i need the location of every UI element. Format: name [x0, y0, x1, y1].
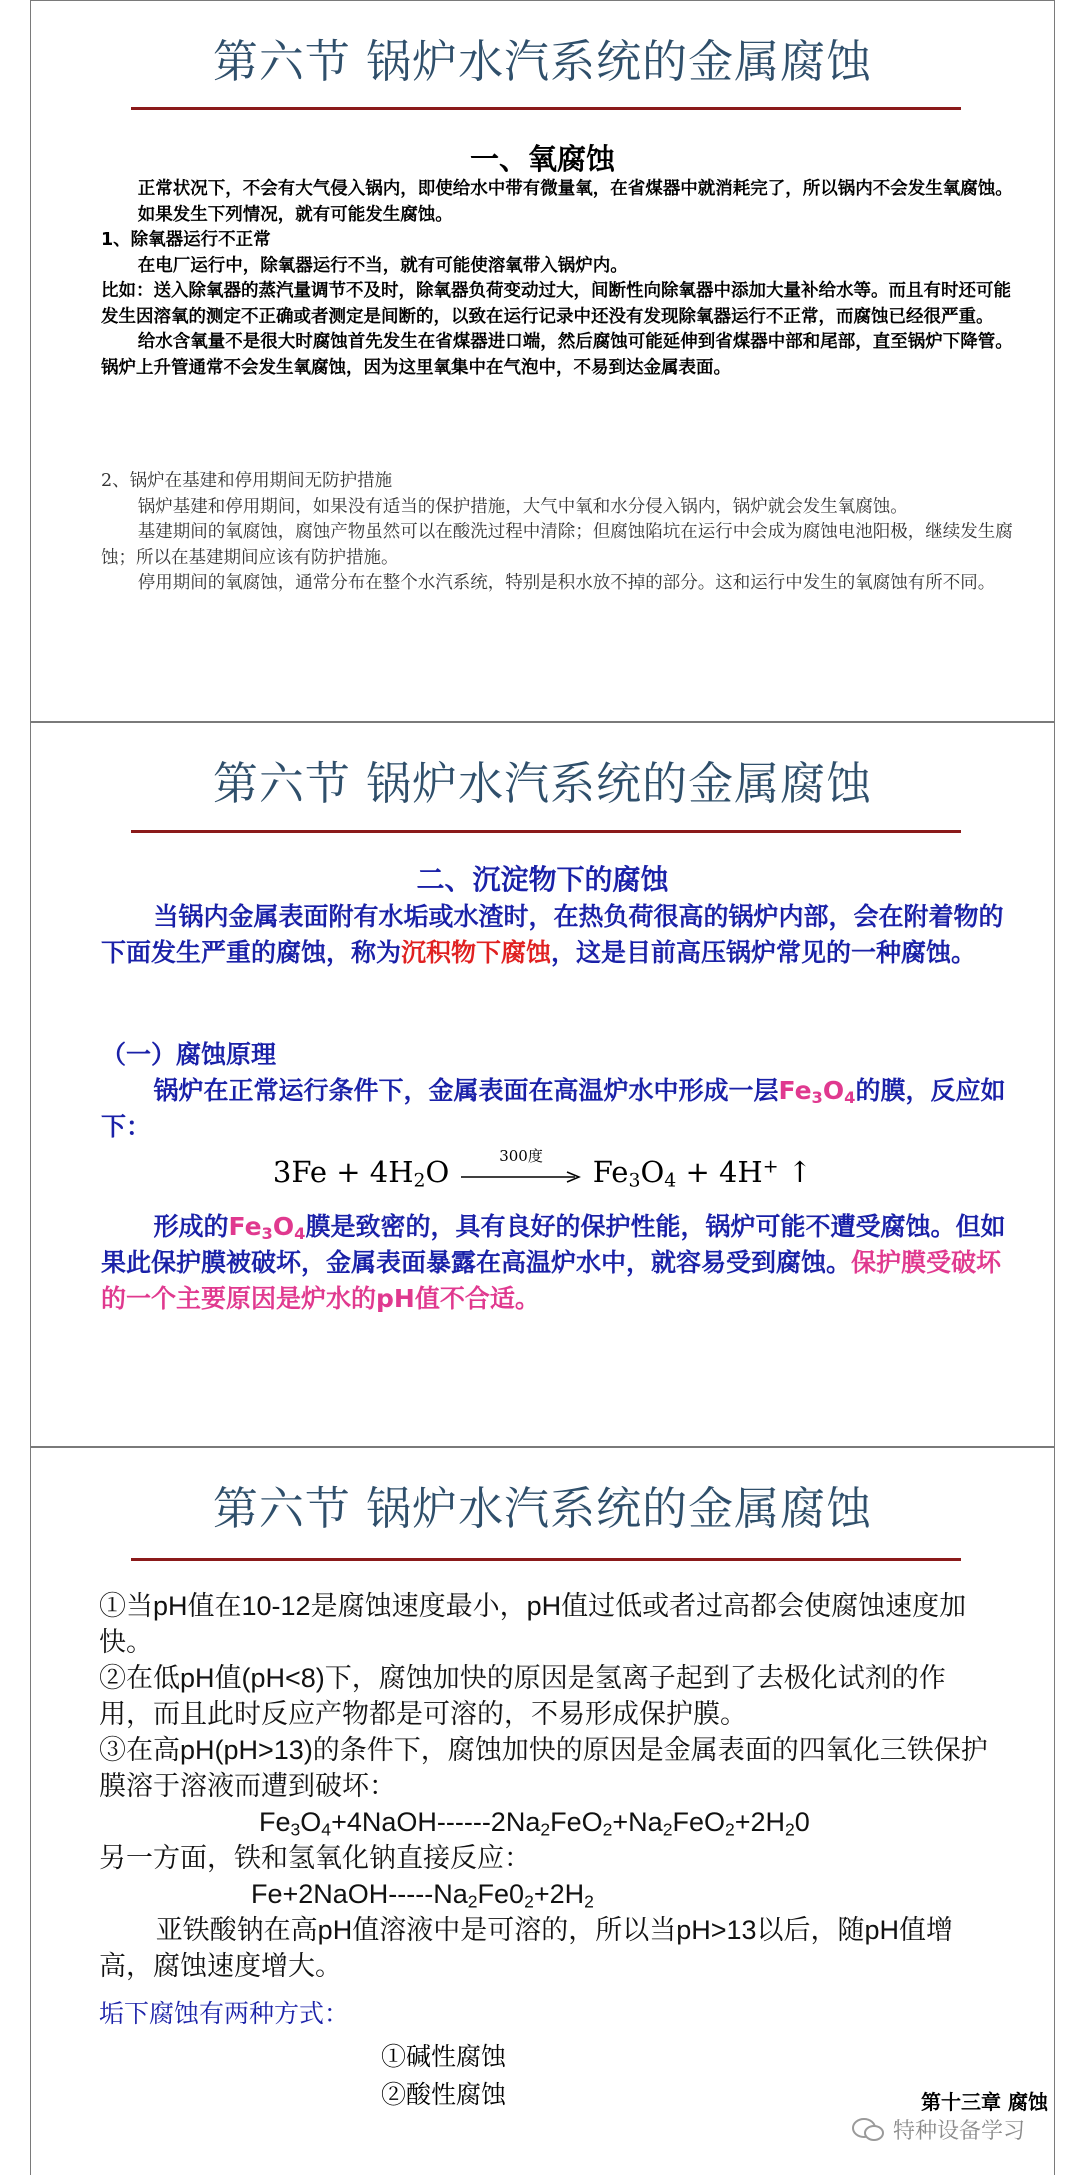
paragraph: ①当pH值在10-12是腐蚀速度最小，pH值过低或者过高都会使腐蚀速度加快。	[99, 1591, 967, 1657]
watermark-text: 特种设备学习	[893, 2119, 1026, 2144]
slide-title: 第六节 锅炉水汽系统的金属腐蚀	[212, 35, 873, 88]
film-paragraph: 形成的$Fe_3O_4$膜是致密的，具有良好的保护性能，锅炉可能不遭受腐蚀。但如果此保护膜被破坏，金属表面暴露在高温炉水中，就容易受到腐蚀。保护膜受破坏的一个主要原因是炉水的pH值不合适。	[101, 1212, 1006, 1313]
paragraph: 停用期间的氧腐蚀，通常分布在整个水汽系统，特别是积水放不掉的部分。这和运行中发生的氧腐蚀有所不同。	[137, 573, 996, 593]
formula-fe3o4: $Fe_3O_4$	[228, 1212, 306, 1244]
highlight-term: 沉积物下腐蚀	[401, 938, 552, 967]
equation-1: $Fe_3O_4+4NaOH------2Na_2FeO_2+Na_2FeO_2+2H_20$	[259, 1807, 810, 1840]
text: ，这是目前高压锅炉常见的一种腐蚀。	[551, 938, 977, 967]
chapter-footer: 第十三章 腐蚀	[921, 2090, 1048, 2114]
list-item: 1、除氧器运行不正常	[101, 230, 271, 250]
formula-fe3o4: $Fe_3O_4$	[778, 1076, 856, 1108]
bold-text-block	[101, 177, 1021, 381]
paragraph: 在电厂运行中，除氧器运行不当，就有可能使溶氧带入锅炉内。	[137, 255, 628, 276]
title-divider	[131, 830, 961, 833]
paragraph: ②在低pH值(pH<8)下，腐蚀加快的原因是氢离子起到了去极化试剂的作用，而且此时反应产物都是可溶的，不易形成保护膜。	[99, 1663, 946, 1729]
intro-paragraph	[101, 899, 1021, 971]
highlight-text: 保护膜受破坏的一个主要原因是炉水的pH值不合适。	[101, 1248, 1002, 1313]
section-heading: 一、氧腐蚀	[469, 142, 615, 176]
normal-text-block	[101, 469, 1021, 597]
title-divider	[131, 1558, 961, 1561]
slide-oxygen-corrosion	[30, 0, 1055, 722]
paragraph: 给水含氧量不是很大时腐蚀首先发生在省煤器进口端，然后腐蚀可能延伸到省煤器中部和尾部，直至锅炉下降管。锅炉上升管通常不会发生氧腐蚀，因为这里氧集中在气泡中，不易到达金属表面。	[101, 332, 1013, 378]
ph-text-block	[99, 1588, 999, 1984]
slide-title: 第六节 锅炉水汽系统的金属腐蚀	[212, 1482, 873, 1535]
sub-heading: （一）腐蚀原理	[101, 1040, 277, 1069]
wechat-icon	[851, 2116, 885, 2144]
slide-ph-effect	[30, 1447, 1055, 2175]
watermark	[851, 2114, 1025, 2145]
paragraph: 如果发生下列情况，就有可能发生腐蚀。	[137, 204, 453, 225]
reaction-arrow	[459, 1147, 584, 1189]
section-heading: 二、沉淀物下的腐蚀	[416, 863, 669, 896]
slide-deposit-corrosion	[30, 722, 1055, 1447]
text: 锅炉在正常运行条件下，金属表面在高温炉水中形成一层	[153, 1076, 779, 1105]
paragraph: ③在高pH(pH>13)的条件下，腐蚀加快的原因是金属表面的四氧化三铁保护膜溶于溶液而遭到破坏：	[99, 1735, 988, 1801]
title-divider	[131, 107, 961, 110]
list-item: ①碱性腐蚀	[381, 2042, 507, 2071]
reaction-equation: $3Fe + 4H_2O$ 300度 $Fe_3O_4 + 4H^+$ ↑	[272, 1147, 813, 1192]
list-item: 2、锅炉在基建和停用期间无防护措施	[101, 471, 393, 491]
paragraph: 比如：送入除氧器的蒸汽量调节不及时，除氧器负荷变动过大，间断性向除氧器中添加大量补给水等。而且有时还可能发生因溶氧的测定不正确或者测定是间断的，以致在运行记录中还没有发现除氧器运行不正常，而腐蚀已经很严重。	[101, 281, 1011, 327]
text: 的膜，反应如下：	[101, 1076, 1006, 1141]
paragraph: 锅炉基建和停用期间，如果没有适当的保护措施，大气中氧和水分侵入锅内，锅炉就会发生氧腐蚀。	[137, 496, 908, 517]
reaction-condition: 300度	[499, 1147, 543, 1165]
list-item: ②酸性腐蚀	[381, 2080, 507, 2109]
corrosion-types-list	[381, 2038, 506, 2114]
text: 当锅内金属表面附有水垢或水渣时，在热负荷很高的锅炉内部，会在附着物的下面发生严重的腐蚀，称为	[101, 902, 1004, 967]
underscale-heading: 垢下腐蚀有两种方式：	[99, 1999, 350, 2028]
paragraph: 正常状况下，不会有大气侵入锅内，即使给水中带有微量氧，在省煤器中就消耗完了，所以锅内不会发生氧腐蚀。	[137, 179, 1013, 199]
arrow-icon	[459, 1171, 584, 1183]
equation-2: $Fe+2NaOH-----Na_2Fe0_2+2H_2$	[251, 1879, 594, 1912]
slide-title: 第六节 锅炉水汽系统的金属腐蚀	[212, 757, 873, 810]
paragraph: 亚铁酸钠在高pH值溶液中是可溶的，所以当pH>13以后，随pH值增高，腐蚀速度增大。	[99, 1915, 954, 1981]
paragraph: 基建期间的氧腐蚀，腐蚀产物虽然可以在酸洗过程中清除；但腐蚀陷坑在运行中会成为腐蚀电池阳极，继续发生腐蚀；所以在基建期间应该有防护措施。	[101, 522, 1013, 568]
principle-paragraph	[101, 1073, 1021, 1145]
paragraph: 另一方面，铁和氢氧化钠直接反应：	[99, 1843, 531, 1873]
